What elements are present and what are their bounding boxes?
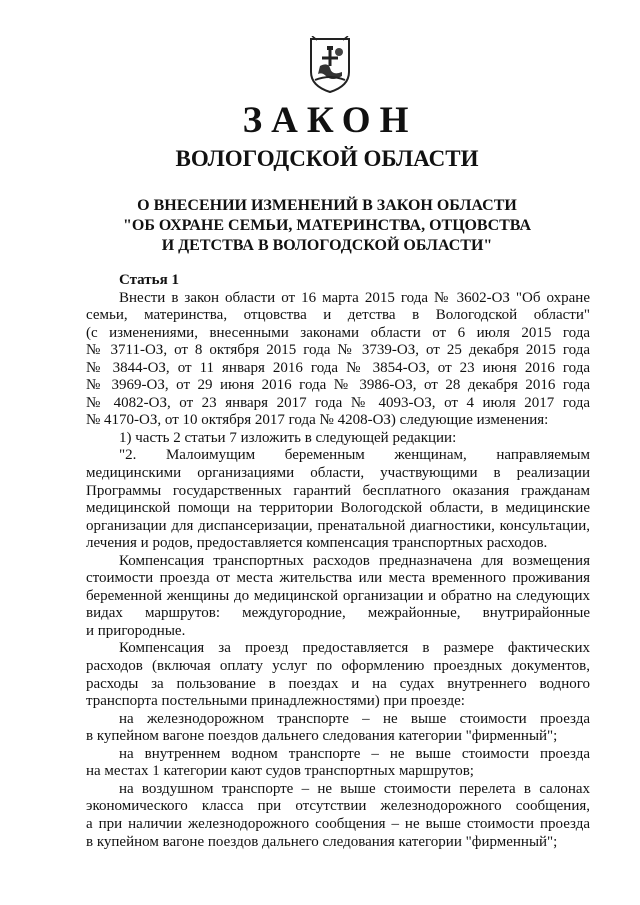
law-heading bbox=[0, 196, 640, 256]
text-line: экономического класса при отсутствии железнодорожного сообщения, bbox=[86, 798, 590, 815]
text-line: в купейном вагоне поездов дальнего следования категории "фирменный"; bbox=[86, 833, 558, 850]
text-line: семьи, материнства, отцовства и детства в Вологодской области" bbox=[86, 307, 590, 324]
text-line: на местах 1 категории кают судов транспортных маршрутов; bbox=[86, 763, 474, 780]
text-line: № 4082-ОЗ, от 23 января 2017 года № 4093-ОЗ, от 4 июля 2017 года bbox=[86, 394, 590, 411]
vologda-coat-of-arms-icon bbox=[308, 36, 352, 94]
text-line: а при наличии железнодорожного сообщения – не выше стоимости проезда bbox=[86, 815, 590, 832]
text-line: Внести в закон области от 16 марта 2015 года № 3602-ОЗ "Об охране bbox=[119, 289, 590, 306]
text-line: Компенсация транспортных расходов предназначена для возмещения bbox=[119, 552, 590, 569]
text-line: на воздушном транспорте – не выше стоимости перелета в салонах bbox=[119, 780, 590, 797]
heading-line: И ДЕТСТВА В ВОЛОГОДСКОЙ ОБЛАСТИ" bbox=[161, 237, 493, 254]
text-line: № 4170-ОЗ, от 10 октября 2017 года № 4208-ОЗ) следующие изменения: bbox=[86, 412, 549, 429]
text-line: расходов (включая оплату услуг по оформлению проездных документов, bbox=[86, 658, 590, 675]
text-line: беременной женщины до медицинской организации и обратно на следующих bbox=[86, 587, 590, 604]
text-line: и пригородные. bbox=[86, 622, 186, 639]
text-line: 1) часть 2 статьи 7 изложить в следующей редакции: bbox=[119, 429, 457, 446]
law-title: ЗАКОН bbox=[242, 100, 418, 141]
text-line: "2. Малоимущим беременным женщинам, направляемым bbox=[119, 447, 590, 464]
text-line: (с изменениями, внесенными законами области от 6 июля 2015 года bbox=[86, 324, 590, 341]
text-line: № 3844-ОЗ, от 11 января 2016 года № 3854-ОЗ, от 23 июня 2016 года bbox=[86, 359, 590, 376]
text-line: медицинской помощи на территории Вологодской области, в медицинские bbox=[86, 500, 590, 517]
text-line: медицинскими организациями области, участвующими в реализации bbox=[86, 465, 590, 482]
text-line: транспорта постельными принадлежностями) при проезде: bbox=[86, 693, 465, 710]
text-line: в купейном вагоне поездов дальнего следования категории "фирменный"; bbox=[86, 728, 558, 745]
heading-line: О ВНЕСЕНИИ ИЗМЕНЕНИЙ В ЗАКОН ОБЛАСТИ bbox=[137, 197, 517, 214]
text-line: организации для диспансеризации, пренатальной диагностики, консультации, bbox=[86, 517, 590, 534]
text-line: на железнодорожном транспорте – не выше стоимости проезда bbox=[119, 710, 590, 727]
text-line: Программы государственных гарантий бесплатного оказания гражданам bbox=[86, 482, 590, 499]
text-line: Компенсация за проезд предоставляется в размере фактических bbox=[119, 640, 590, 657]
text-line: расходы за пользование в поездах и на судах внутреннего водного bbox=[86, 675, 590, 692]
text-line: лечения и родов, предоставляется компенсация транспортных расходов. bbox=[86, 535, 548, 552]
law-region-subtitle: ВОЛОГОДСКОЙ ОБЛАСТИ bbox=[175, 146, 479, 171]
text-line: на внутреннем водном транспорте – не выше стоимости проезда bbox=[119, 745, 590, 762]
text-line: № 3969-ОЗ, от 29 июня 2016 года № 3986-ОЗ, от 28 декабря 2016 года bbox=[86, 377, 590, 394]
heading-line: "ОБ ОХРАНЕ СЕМЬИ, МАТЕРИНСТВА, ОТЦОВСТВА bbox=[122, 217, 532, 234]
text-line: № 3711-ОЗ, от 8 октября 2015 года № 3739-ОЗ, от 25 декабря 2015 года bbox=[86, 342, 590, 359]
text-line: стоимости проезда от места жительства или места временного проживания bbox=[86, 570, 590, 587]
text-line: видах маршрутов: междугородние, межрайонные, внутрирайонные bbox=[86, 605, 590, 622]
article-title: Статья 1 bbox=[119, 272, 179, 288]
law-body bbox=[86, 272, 590, 851]
